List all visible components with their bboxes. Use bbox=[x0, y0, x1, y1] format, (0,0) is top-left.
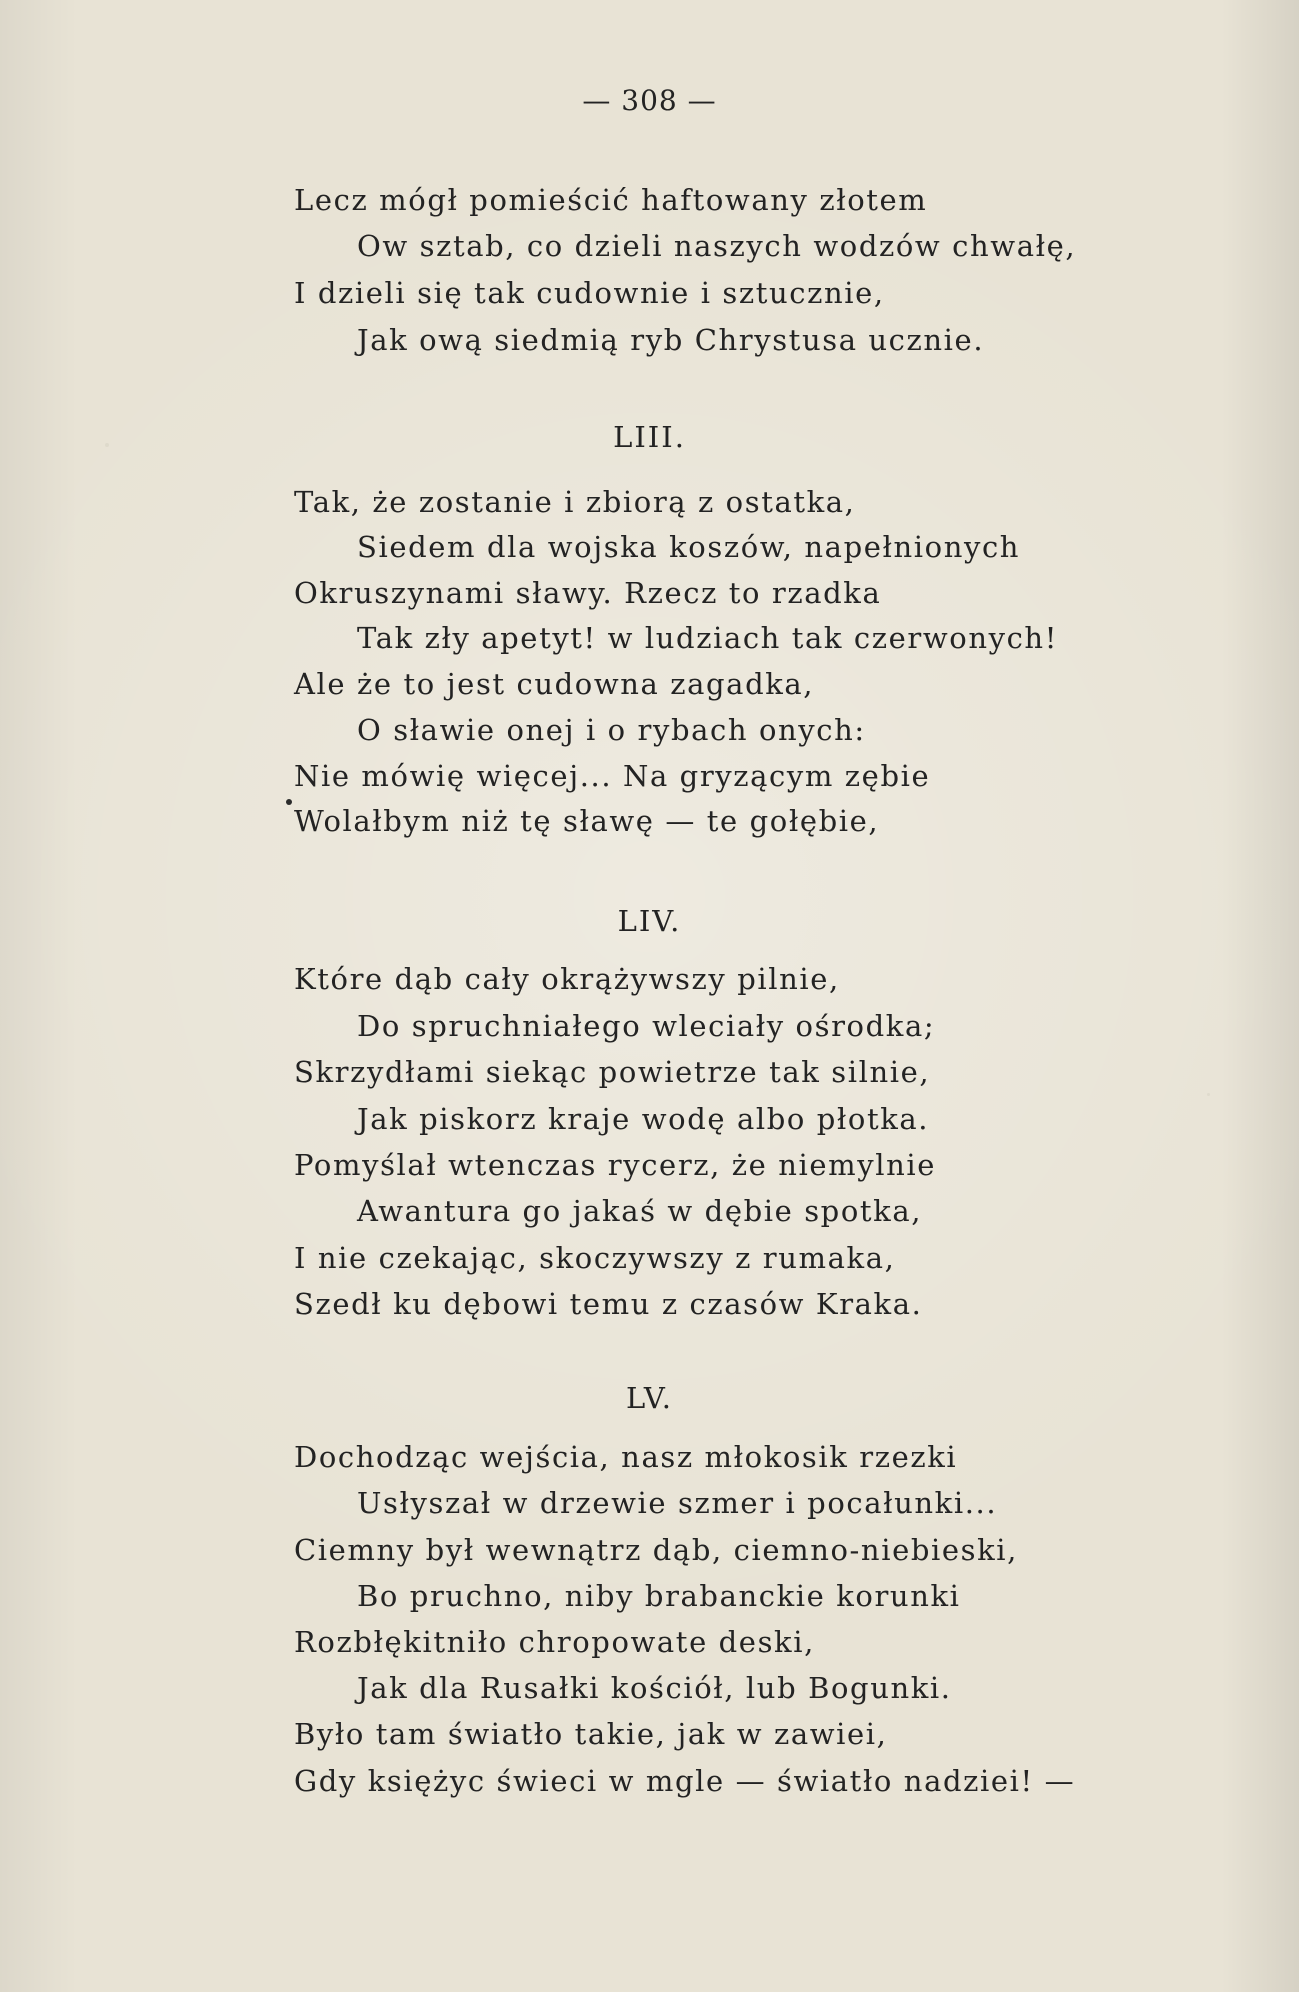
poem-line: O sławie onej i o rybach onych: bbox=[357, 713, 866, 747]
poem-line: Było tam światło takie, jak w zawiei, bbox=[294, 1717, 888, 1751]
poem-line: Ciemny był wewnątrz dąb, ciemno-niebieski, bbox=[294, 1533, 1018, 1567]
paper-spot bbox=[1207, 1093, 1210, 1096]
poem-line: Które dąb cały okrążywszy pilnie, bbox=[294, 962, 840, 996]
poem-line: Skrzydłami siekąc powietrze tak silnie, bbox=[294, 1055, 931, 1089]
stanza-heading: LIV. bbox=[617, 904, 682, 938]
poem-line: Awantura go jakaś w dębie spotka, bbox=[357, 1194, 923, 1228]
poem-line: Ale że to jest cudowna zagadka, bbox=[294, 667, 815, 701]
poem-line: Lecz mógł pomieścić haftowany złotem bbox=[294, 183, 928, 217]
poem-line: I dzieli się tak cudownie i sztucznie, bbox=[294, 276, 885, 310]
poem-line: Rozbłękitniło chropowate deski, bbox=[294, 1625, 815, 1659]
poem-line: Wolałbym niż tę sławę — te gołębie, bbox=[294, 804, 880, 838]
poem-line: I nie czekając, skoczywszy z rumaka, bbox=[294, 1241, 896, 1275]
poem-line: Pomyślał wtenczas rycerz, że niemylnie bbox=[294, 1148, 937, 1182]
margin-dot bbox=[286, 799, 292, 805]
poem-line: Usłyszał w drzewie szmer i pocałunki... bbox=[357, 1486, 998, 1520]
page-number: — 308 — bbox=[582, 84, 717, 117]
poem-line: Okruszynami sławy. Rzecz to rzadka bbox=[294, 576, 882, 610]
poem-line: Gdy księżyc świeci w mgle — światło nadziei! — bbox=[294, 1764, 1076, 1798]
poem-line: Nie mówię więcej... Na gryzącym zębie bbox=[294, 759, 931, 793]
poem-line: Tak zły apetyt! w ludziach tak czerwonych! bbox=[357, 621, 1058, 655]
stanza-heading: LV. bbox=[626, 1381, 673, 1415]
poem-line: Jak ową siedmią ryb Chrystusa ucznie. bbox=[357, 323, 985, 357]
poem-line: Jak piskorz kraje wodę albo płotka. bbox=[357, 1102, 930, 1136]
poem-line: Do spruchniałego wleciały ośrodka; bbox=[357, 1009, 936, 1043]
poem-line: Jak dla Rusałki kościół, lub Bogunki. bbox=[357, 1671, 952, 1705]
poem-line: Szedł ku dębowi temu z czasów Kraka. bbox=[294, 1287, 923, 1321]
poem-line: Ow sztab, co dzieli naszych wodzów chwałę, bbox=[357, 229, 1077, 263]
poem-line: Bo pruchno, niby brabanckie korunki bbox=[357, 1579, 961, 1613]
poem-line: Dochodząc wejścia, nasz młokosik rzezki bbox=[294, 1440, 958, 1474]
poem-line: Siedem dla wojska koszów, napełnionych bbox=[357, 530, 1021, 564]
stanza-heading: LIII. bbox=[613, 420, 686, 454]
poem-line: Tak, że zostanie i zbiorą z ostatka, bbox=[294, 485, 856, 519]
